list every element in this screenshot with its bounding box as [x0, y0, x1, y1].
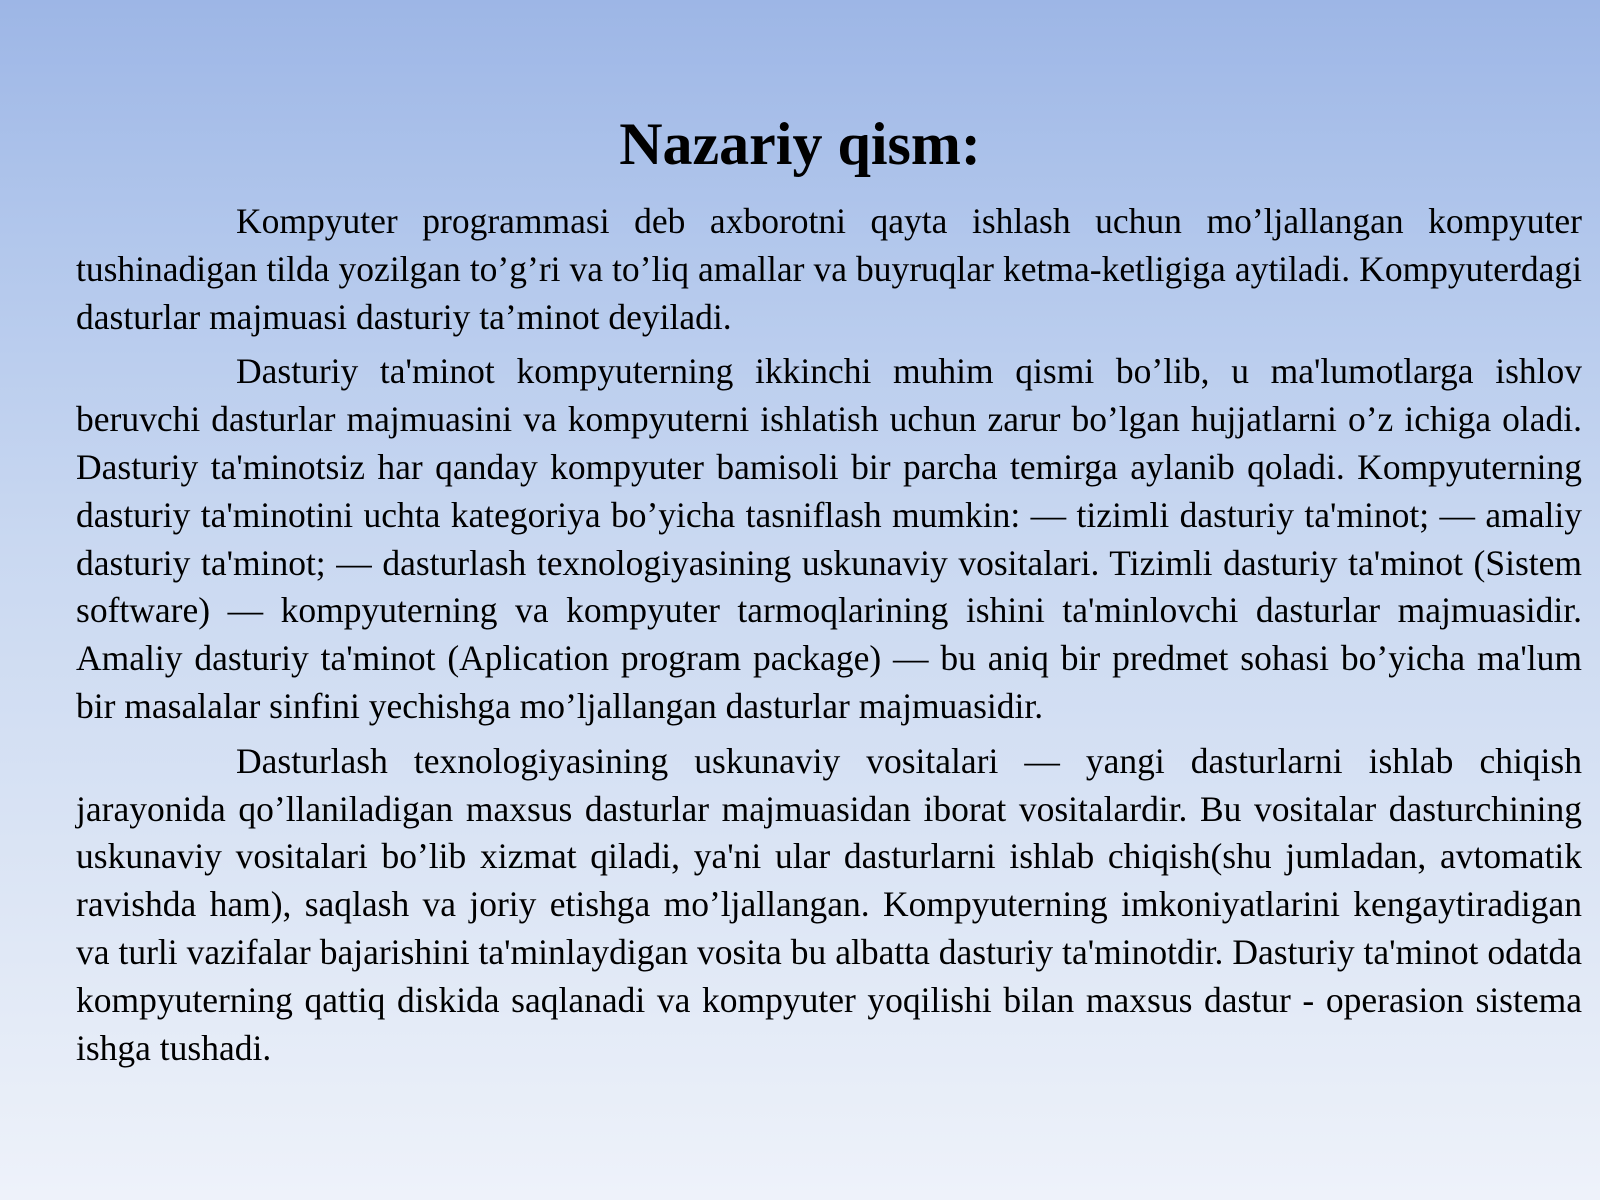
slide-body: [76, 198, 1582, 1079]
paragraph-3: Dasturlash texnologiyasining uskunaviy vositalari — yangi dasturlarni ishlab chiqish jarayonida qoʼllaniladigan maxsus dasturlar majmuasidan iborat vositalardir. Bu vositalar dasturchining uskunaviy vositalari boʼlib xizmat qiladi, ya'ni ular dasturlarni ishlab chiqish(shu jumladan, avtomatik ravishda ham), saqlash va joriy etishga moʼljallangan. Kompyuterning imkoniyatlarini kengaytiradigan va turli vazifalar bajarishini ta'minlaydigan vosita bu albatta dasturiy ta'minotdir. Dasturiy ta'minot odatda kompyuterning qattiq diskida saqlanadi va kompyuter yoqilishi bilan maxsus dastur - operasion sistema ishga tushadi.: [76, 740, 1582, 1068]
slide-title: Nazariy qism:: [619, 111, 981, 177]
paragraph-1: Kompyuter programmasi deb axborotni qayta ishlash uchun moʼljallangan kompyuter tushinadigan tilda yozilgan to’g’ri va toʼliq amallar va buyruqlar ketma-ketligiga aytiladi. Kompyuterdagi dasturlar majmuasi dasturiy ta’minot deyiladi.: [76, 201, 1582, 337]
paragraph-2: Dasturiy ta'minot kompyuterning ikkinchi muhim qismi boʼlib, u ma'lumotlarga ishlov beruvchi dasturlar majmuasini va kompyuterni ishlatish uchun zarur bo’lgan hujjatlarni o’z ichiga oladi. Dasturiy ta'minotsiz har qanday kompyuter bamisoli bir parcha temirga aylanib qoladi. Kompyuterning dasturiy ta'minotini uchta kategoriya boʼyicha tasniflash mumkin: — tizimli dasturiy ta'minot; — amaliy dasturiy ta'minot; — dasturlash texnologiyasining uskunaviy vositalari. Tizimli dasturiy ta'minot (Sistem software) — kompyuterning va kompyuter tarmoqlarining ishini ta'minlovchi dasturlar majmuasidir. Amaliy dasturiy ta'minot (Aplication program package) — bu aniq bir predmet sohasi bo’yicha ma'lum bir masalalar sinfini yechishga mo’ljallangan dasturlar majmuasidir.: [76, 351, 1582, 726]
